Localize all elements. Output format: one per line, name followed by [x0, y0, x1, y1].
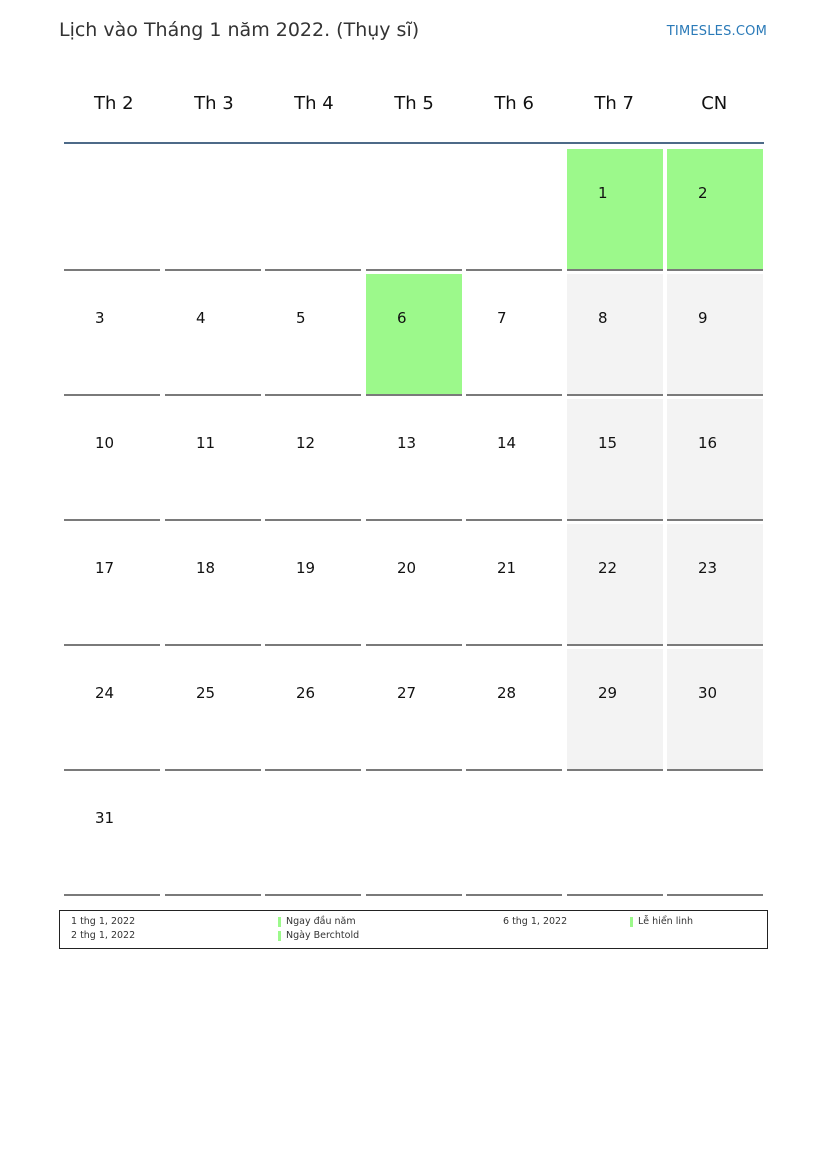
day-number: 30: [698, 684, 718, 702]
day-cell-empty: [466, 774, 562, 896]
day-number: 11: [196, 434, 216, 452]
day-number: 23: [698, 559, 718, 577]
day-number: 8: [598, 309, 608, 327]
weekday-wed: Th 4: [294, 93, 334, 114]
weekday-tue: Th 3: [194, 93, 234, 114]
legend-holiday-name: Ngày Berchtold: [286, 930, 360, 941]
day-cell[interactable]: [667, 399, 763, 521]
day-number: 21: [497, 559, 517, 577]
day-cell[interactable]: [265, 399, 361, 521]
day-cell[interactable]: [667, 149, 763, 271]
day-cell-empty: [265, 149, 361, 271]
day-cell-empty: [366, 149, 462, 271]
day-cell[interactable]: [64, 774, 160, 896]
day-cell-empty: [165, 149, 261, 271]
weekday-mon: Th 2: [94, 93, 134, 114]
day-number: 25: [196, 684, 216, 702]
weekday-header: [64, 80, 764, 144]
day-cell[interactable]: [567, 524, 663, 646]
day-number: 2: [698, 184, 708, 202]
day-number: 1: [598, 184, 608, 202]
page-title: Lịch vào Tháng 1 năm 2022. (Thụy sĩ): [59, 19, 420, 41]
weeks-container: [64, 149, 764, 899]
day-number: 3: [95, 309, 105, 327]
day-cell[interactable]: [466, 399, 562, 521]
day-cell[interactable]: [265, 274, 361, 396]
week-row: [64, 149, 764, 274]
day-cell[interactable]: [667, 649, 763, 771]
day-cell-empty: [567, 774, 663, 896]
holiday-legend: [59, 910, 768, 949]
day-number: 16: [698, 434, 718, 452]
day-number: 31: [95, 809, 115, 827]
day-cell-empty: [466, 149, 562, 271]
day-cell[interactable]: [567, 274, 663, 396]
day-cell[interactable]: [366, 399, 462, 521]
day-number: 24: [95, 684, 115, 702]
day-number: 29: [598, 684, 618, 702]
day-cell[interactable]: [265, 649, 361, 771]
day-number: 27: [397, 684, 417, 702]
day-cell[interactable]: [165, 649, 261, 771]
day-number: 28: [497, 684, 517, 702]
day-cell[interactable]: [165, 524, 261, 646]
day-cell[interactable]: [567, 149, 663, 271]
day-number: 13: [397, 434, 417, 452]
holiday-marker: [630, 917, 633, 927]
week-row: [64, 649, 764, 774]
weekday-thu: Th 5: [394, 93, 434, 114]
day-number: 6: [397, 309, 407, 327]
legend-date: 1 thg 1, 2022: [71, 916, 136, 927]
legend-holiday-name: Lễ hiển linh: [638, 916, 694, 927]
day-cell-empty: [265, 774, 361, 896]
day-cell[interactable]: [667, 524, 763, 646]
day-cell[interactable]: [366, 649, 462, 771]
day-number: 19: [296, 559, 316, 577]
day-cell-empty: [64, 149, 160, 271]
site-link[interactable]: TIMESLES.COM: [666, 24, 767, 39]
day-number: 10: [95, 434, 115, 452]
weekday-sat: Th 7: [594, 93, 634, 114]
day-cell[interactable]: [64, 524, 160, 646]
day-number: 20: [397, 559, 417, 577]
day-cell-empty: [366, 774, 462, 896]
day-cell[interactable]: [466, 649, 562, 771]
weekday-sun: CN: [701, 93, 728, 114]
day-number: 18: [196, 559, 216, 577]
week-row: [64, 399, 764, 524]
legend-date: 2 thg 1, 2022: [71, 930, 136, 941]
day-cell[interactable]: [466, 274, 562, 396]
day-number: 17: [95, 559, 115, 577]
legend-holiday-name: Ngay đầu năm: [286, 916, 356, 927]
day-cell-empty: [667, 774, 763, 896]
day-number: 26: [296, 684, 316, 702]
day-cell[interactable]: [265, 524, 361, 646]
day-cell[interactable]: [667, 274, 763, 396]
day-number: 4: [196, 309, 206, 327]
week-row: [64, 524, 764, 649]
weekday-fri: Th 6: [494, 93, 534, 114]
day-cell[interactable]: [366, 524, 462, 646]
day-number: 7: [497, 309, 507, 327]
day-cell[interactable]: [567, 649, 663, 771]
day-number: 9: [698, 309, 708, 327]
day-cell[interactable]: [64, 649, 160, 771]
day-cell[interactable]: [165, 274, 261, 396]
legend-date: 6 thg 1, 2022: [503, 916, 568, 927]
holiday-marker: [278, 931, 281, 941]
day-number: 5: [296, 309, 306, 327]
day-cell-empty: [165, 774, 261, 896]
calendar-grid: [64, 80, 764, 899]
day-number: 22: [598, 559, 618, 577]
day-number: 15: [598, 434, 618, 452]
week-row: [64, 274, 764, 399]
day-cell[interactable]: [366, 274, 462, 396]
week-row: [64, 774, 764, 899]
day-number: 12: [296, 434, 316, 452]
day-cell[interactable]: [165, 399, 261, 521]
day-number: 14: [497, 434, 517, 452]
day-cell[interactable]: [64, 274, 160, 396]
holiday-marker: [278, 917, 281, 927]
day-cell[interactable]: [466, 524, 562, 646]
day-cell[interactable]: [567, 399, 663, 521]
day-cell[interactable]: [64, 399, 160, 521]
